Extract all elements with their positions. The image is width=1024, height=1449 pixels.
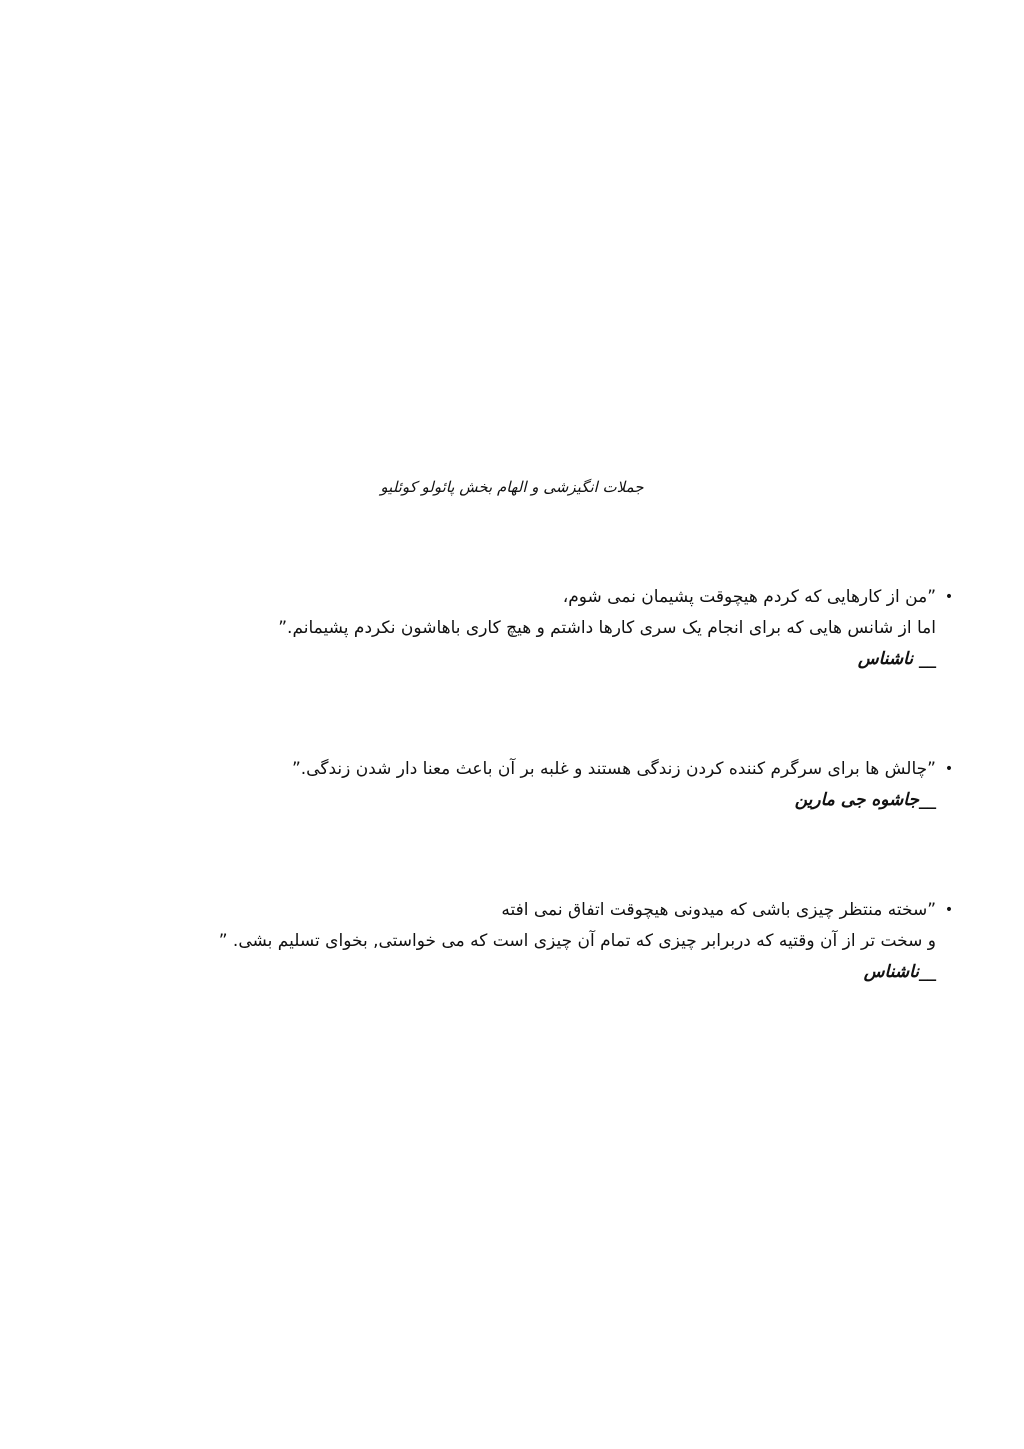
quote-line: ”سخته منتظر چیزی باشی که میدونی هیچوقت اتفاق نمی افته <box>501 900 936 920</box>
quote-item-3 <box>134 895 954 988</box>
bullet-icon: • <box>944 761 954 777</box>
quote-item-1 <box>134 582 954 675</box>
document-title: جملات انگیزشی و الهام بخش پائولو کوئلیو <box>380 478 644 496</box>
quote-author: __جاشوه جی مارین <box>794 790 936 810</box>
quote-author: __ناشناس <box>863 962 936 982</box>
quote-line: اما از شانس هایی که برای انجام یک سری کارها داشتم و هیچ کاری باهاشون نکردم پشیمانم.” <box>278 618 936 638</box>
quote-author: __ ناشناس <box>857 649 936 669</box>
quote-line: ”من از کارهایی که کردم هیچوقت پشیمان نمی شوم، <box>562 587 936 607</box>
quote-item-2 <box>134 754 954 816</box>
quote-line: و سخت تر از آن وقتیه که دربرابر چیزی که تمام آن چیزی است که می خواستی, بخوای تسلیم بشی. ” <box>218 931 936 951</box>
quote-line: ”چالش ها برای سرگرم کننده کردن زندگی هستند و غلبه بر آن باعث معنا دار شدن زندگی.” <box>291 759 936 779</box>
bullet-icon: • <box>944 589 954 605</box>
quote-list <box>134 582 954 988</box>
bullet-icon: • <box>944 902 954 918</box>
